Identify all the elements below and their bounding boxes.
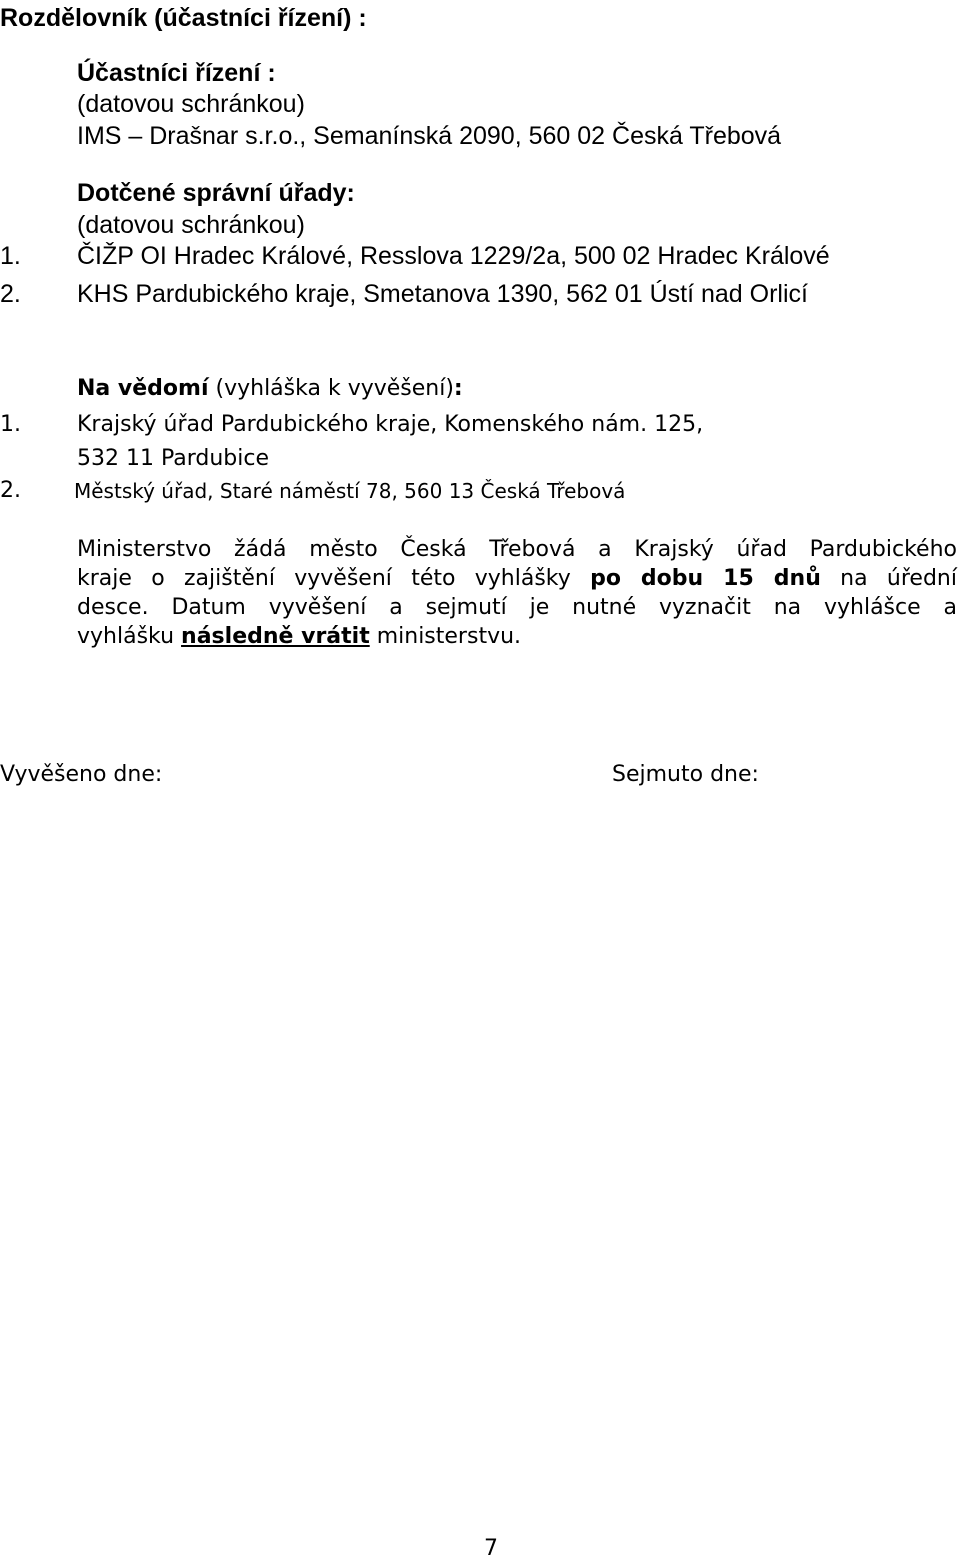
return-instruction: následně vrátit — [181, 624, 370, 649]
notice-item-2-number: 2. — [0, 478, 21, 503]
notice-item-1-number: 1. — [0, 412, 21, 437]
posting-duration: po dobu 15 dnů — [590, 566, 821, 591]
authority-item-2-number: 2. — [0, 280, 21, 308]
authority-item-2-text: KHS Pardubického kraje, Smetanova 1390, 562 01 Ústí nad Orlicí — [77, 280, 808, 308]
authorities-channel: (datovou schránkou) — [77, 211, 305, 239]
request-line-4-start: vyhlášku — [77, 624, 182, 649]
posted-date-label: Vyvěšeno dne: — [0, 762, 163, 787]
authority-item-1-text: ČIŽP OI Hradec Králové, Resslova 1229/2a, 500 02 Hradec Králové — [77, 242, 830, 270]
participants-channel: (datovou schránkou) — [77, 90, 305, 118]
authority-item-1-number: 1. — [0, 242, 21, 270]
distribution-heading: Rozdělovník (účastníci řízení) : — [0, 4, 367, 32]
notice-item-1-text: Krajský úřad Pardubického kraje, Komenského nám. 125, — [77, 412, 704, 437]
notice-title-rest: (vyhláška k vyvěšení) — [208, 376, 454, 401]
request-line-2-end: na úřední — [820, 566, 957, 591]
page-number: 7 — [484, 1536, 498, 1561]
request-line-4 — [77, 622, 957, 651]
request-line-2-start: kraje o zajištění vyvěšení této vyhlášky — [77, 566, 591, 591]
request-line-1: Ministerstvo žádá město Česká Třebová a Krajský úřad Pardubického — [77, 537, 957, 562]
notice-item-1-text-continued: 532 11 Pardubice — [77, 446, 270, 471]
request-line-4-end: ministerstvu. — [369, 624, 522, 649]
participant-entry: IMS – Drašnar s.r.o., Semanínská 2090, 560 02 Česká Třebová — [77, 122, 782, 150]
notice-title-colon: : — [453, 376, 463, 401]
notice-title — [77, 378, 463, 400]
request-line-2 — [77, 564, 957, 593]
notice-title-bold: Na vědomí — [77, 376, 209, 401]
notice-item-2-text: Městský úřad, Staré náměstí 78, 560 13 Česká Třebová — [74, 479, 626, 503]
request-paragraph — [77, 535, 957, 651]
participants-title: Účastníci řízení : — [77, 59, 276, 87]
removed-date-label: Sejmuto dne: — [612, 762, 759, 787]
authorities-title: Dotčené správní úřady: — [77, 179, 355, 207]
request-line-3: desce. Datum vyvěšení a sejmutí je nutné vyznačit na vyhlášce a — [77, 595, 957, 620]
